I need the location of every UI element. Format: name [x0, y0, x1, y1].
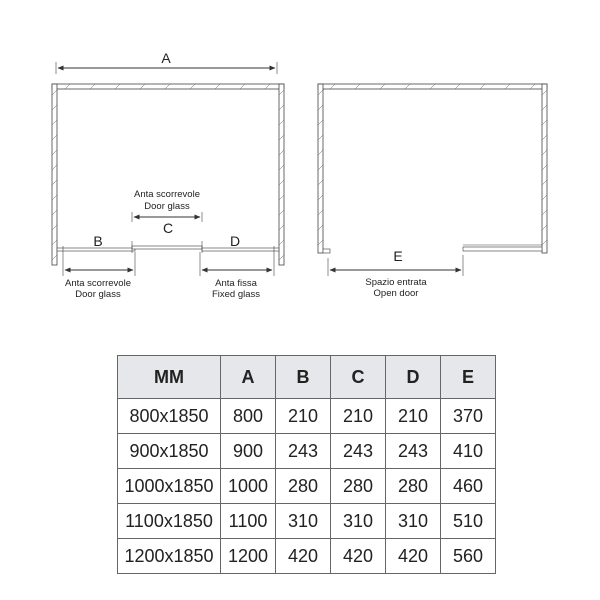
cell-size: 1000x1850 — [118, 469, 221, 504]
cell-e: 560 — [441, 539, 496, 574]
cell-d: 280 — [386, 469, 441, 504]
cell-d: 210 — [386, 399, 441, 434]
label-e: E — [393, 248, 403, 264]
cell-c: 210 — [331, 399, 386, 434]
cell-c: 420 — [331, 539, 386, 574]
right-enclosure — [318, 84, 547, 299]
sliding-label-en: Door glass — [144, 201, 190, 212]
header-mm: MM — [118, 356, 221, 399]
label-d: D — [229, 233, 241, 249]
header-e: E — [441, 356, 496, 399]
cell-d: 243 — [386, 434, 441, 469]
cell-e: 370 — [441, 399, 496, 434]
table-header-row — [118, 356, 496, 399]
header-d: D — [386, 356, 441, 399]
cell-a: 900 — [221, 434, 276, 469]
cell-size: 900x1850 — [118, 434, 221, 469]
right-fixed-glass — [202, 248, 279, 251]
cell-c: 280 — [331, 469, 386, 504]
sliding-label-en-2: Door glass — [75, 289, 121, 300]
cell-b: 280 — [276, 469, 331, 504]
label-c: C — [162, 220, 174, 236]
cell-a: 1000 — [221, 469, 276, 504]
right-walls — [318, 84, 547, 253]
entry-label-it: Spazio entrata — [365, 277, 427, 288]
header-b: B — [276, 356, 331, 399]
table-row — [118, 539, 496, 574]
cell-e: 460 — [441, 469, 496, 504]
sliding-door-glass — [132, 246, 202, 249]
left-post — [323, 249, 330, 253]
cell-a: 800 — [221, 399, 276, 434]
fixed-label-en: Fixed glass — [211, 289, 261, 300]
cell-c: 243 — [331, 434, 386, 469]
stacked-glass-panels — [463, 247, 542, 251]
label-a: A — [161, 50, 171, 66]
sliding-label-it: Anta scorrevole — [133, 189, 201, 200]
cell-b: 210 — [276, 399, 331, 434]
cell-b: 420 — [276, 539, 331, 574]
left-enclosure — [52, 50, 284, 300]
cell-d: 310 — [386, 504, 441, 539]
label-b: B — [93, 233, 103, 249]
left-walls — [52, 84, 284, 265]
table-row — [118, 469, 496, 504]
cell-a: 1100 — [221, 504, 276, 539]
cell-e: 510 — [441, 504, 496, 539]
sliding-label-it-2: Anta scorrevole — [64, 278, 132, 289]
table-row — [118, 399, 496, 434]
cell-b: 243 — [276, 434, 331, 469]
cell-c: 310 — [331, 504, 386, 539]
cell-a: 1200 — [221, 539, 276, 574]
cell-e: 410 — [441, 434, 496, 469]
header-a: A — [221, 356, 276, 399]
cell-size: 1200x1850 — [118, 539, 221, 574]
header-c: C — [331, 356, 386, 399]
cell-b: 310 — [276, 504, 331, 539]
cell-size: 800x1850 — [118, 399, 221, 434]
table-row — [118, 504, 496, 539]
cell-size: 1100x1850 — [118, 504, 221, 539]
cell-d: 420 — [386, 539, 441, 574]
entry-label-en: Open door — [373, 288, 419, 299]
dimensions-table — [117, 355, 496, 574]
table-row — [118, 434, 496, 469]
fixed-label-it: Anta fissa — [215, 278, 257, 289]
